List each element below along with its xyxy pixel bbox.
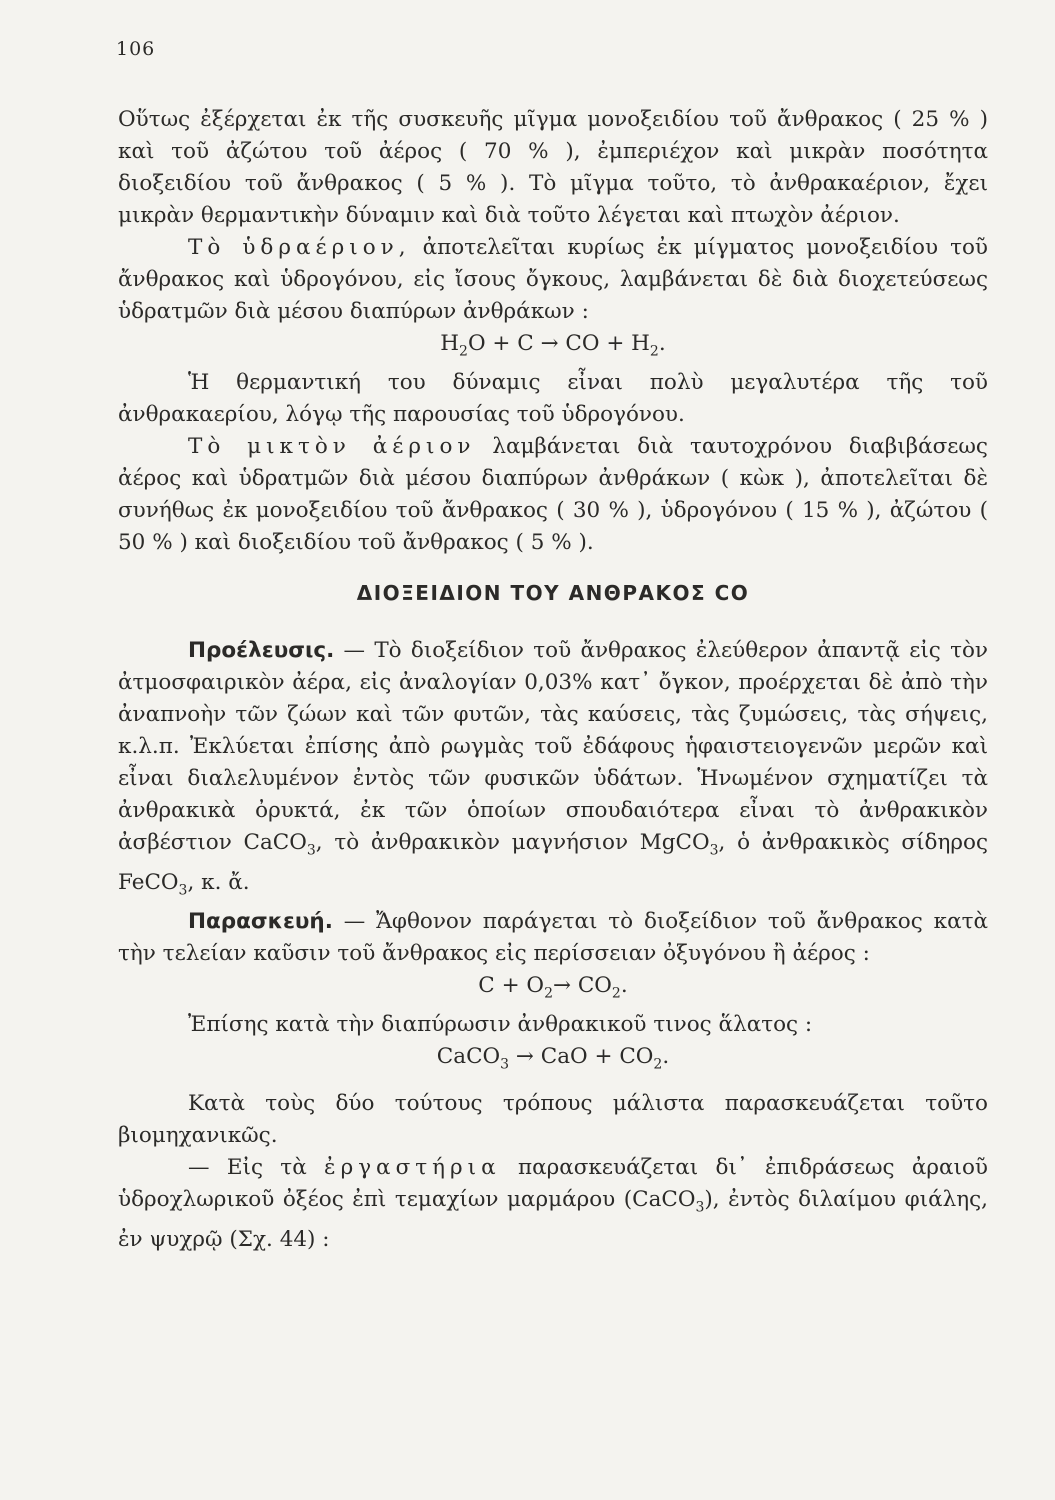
formula-subscript: 3 (709, 842, 719, 859)
preparation-text: — Ἄφθονον παράγεται τὸ διοξείδιον τοῦ ἄνθρακος κατὰ τὴν τελείαν καῦσιν τοῦ ἄνθρακος εἰς περίσσειαν ὀξυγόνου ἢ ἀέρος : (118, 908, 988, 966)
equation-part: . (662, 1044, 670, 1070)
intro-paragraph: Οὕτως ἐξέρχεται ἐκ τῆς συσκευῆς μῖγμα μονοξειδίου τοῦ ἄνθρακος ( 25 % ) καὶ τοῦ ἀζώτου τοῦ ἀέρος ( 70 % ), ἐμπεριέχον καὶ μικρὰν ποσότητα διοξειδίου τοῦ ἄνθρακος ( 5 % ). Τὸ μῖγμα τοῦτο, τὸ ἀνθρακαέριον, ἔχει μικρὰν θερμαντικὴν δύναμιν καὶ διὰ τοῦτο λέγεται καὶ πτωχὸν ἀέριον. (118, 107, 988, 228)
spacer (118, 1080, 988, 1088)
origin-paragraph (118, 635, 988, 906)
equation-part: → CO (552, 972, 612, 998)
laboratory-term: ἐργαστήρια (324, 1155, 501, 1181)
water-gas-equation (118, 328, 988, 367)
preparation-paragraph (118, 906, 988, 970)
origin-text: — Τὸ διοξείδιον τοῦ ἄνθρακος ἐλεύθερον ἀπαντᾷ εἰς τὸν ἀτμοσφαιρικὸν ἀέρα, εἰς ἀναλογίαν 0,03% κατ᾽ ὄγκον, προέρχεται δὲ ἀπὸ τὴν ἀναπνοὴν τῶν ζώων καὶ τῶν φυτῶν, τὰς καύσεις, τὰς ζυμώσεις, τὰς σήψεις, κ.λ.π. Ἐκλύεται ἐπίσης ἀπὸ ρωγμὰς τοῦ ἐδάφους ἡφαιστειογενῶν μερῶν καὶ εἶναι διαλελυμένον ἐντὸς τῶν φυσικῶν ὑδάτων. Ἡνωμένον σχηματίζει τὰ ἀνθρακικὰ ὀρυκτά, ἐκ τῶν ὁποίων σπουδαιότερα εἶναι τὸ ἀνθρακικὸν ἀσβέστιον CaCO (118, 638, 988, 856)
formula-subscript: 3 (178, 881, 188, 898)
origin-text: , κ. ἄ. (187, 869, 250, 895)
combustion-equation (118, 970, 988, 1009)
calcination-paragraph: Ἐπίσης κατὰ τὴν διαπύρωσιν ἀνθρακικοῦ τινος ἅλατος : (188, 1012, 813, 1038)
section-title: ΔΙΟΞΕΙΔΙΟΝ ΤΟΥ ΑΝΘΡΑΚΟΣ CO (356, 581, 750, 606)
mixed-gas-paragraph (118, 431, 988, 559)
laboratory-text: — Εἰς τὰ (188, 1155, 325, 1181)
origin-label: Προέλευσις. (188, 638, 335, 664)
equation-part: C + O (478, 972, 545, 998)
hydrogas-term: Τὸ ὑδραέριον, (188, 235, 411, 260)
mixed-gas-term: Τὸ μικτὸν ἀέριον (188, 434, 476, 460)
equation-part: . (658, 331, 666, 356)
industrial-paragraph: Κατὰ τοὺς δύο τούτους τρόπους μάλιστα παρασκευάζεται τοῦτο βιομηχανικῶς. (118, 1091, 988, 1149)
equation-subscript: 2 (649, 343, 659, 360)
equation-subscript: 2 (611, 985, 621, 1002)
preparation-label: Παρασκευή. (188, 908, 333, 934)
formula-subscript: 3 (306, 842, 316, 859)
page-number: 106 (116, 38, 156, 60)
page-text (118, 104, 988, 1256)
equation-subscript: 3 (500, 1056, 510, 1073)
hydrogas-heating-paragraph: Ἡ θερμαντική του δύναμις εἶναι πολὺ μεγαλυτέρα τῆς τοῦ ἀνθρακαερίου, λόγῳ τῆς παρουσίας τοῦ ὑδρογόνου. (118, 370, 988, 428)
hydrogas-paragraph (118, 232, 988, 328)
origin-text: , τὸ ἀνθρακικὸν μαγνήσιον MgCO (315, 830, 710, 856)
equation-subscript: 2 (459, 343, 468, 360)
formula-subscript: 3 (695, 1199, 705, 1216)
equation-part: → CaO + CO (509, 1044, 654, 1070)
laboratory-text: παρασκευάζεται δι᾽ ἐπιδράσεως ἀραιοῦ ὑδροχλωρικοῦ ὀξέος ἐπὶ τεμαχίων μαρμάρου (CaCO (118, 1155, 988, 1213)
equation-part: O + C → CO + H (467, 331, 650, 356)
equation-part: CaCO (436, 1044, 501, 1070)
equation-part: H (440, 331, 460, 356)
calcination-equation (118, 1041, 988, 1080)
hydrogas-text: ἀποτελεῖται κυρίως ἐκ μίγματος μονοξειδίου τοῦ ἄνθρακος καὶ ὑδρογόνου, εἰς ἴσους ὄγκους, λαμβάνεται δὲ διὰ διοχετεύσεως ὑδρατμῶν διὰ μέσου διαπύρων ἀνθράκων : (118, 235, 988, 324)
equation-subscript: 2 (653, 1056, 663, 1073)
origin-text: , ὁ ἀνθρακικὸς σίδηρος FeCO (118, 830, 988, 895)
equation-subscript: 2 (544, 985, 553, 1002)
mixed-gas-text: λαμβάνεται διὰ ταυτοχρόνου διαβιβάσεως ἀέρος καὶ ὑδρατμῶν διὰ μέσου διαπύρων ἀνθράκων ( κὼκ ), ἀποτελεῖται δὲ συνήθως ἐκ μονοξειδίου τοῦ ἄνθρακος ( 30 % ), ὑδρογόνου ( 15 % ), ἀζώτου ( 50 % ) καὶ διοξειδίου τοῦ ἄνθρακος ( 5 % ). (118, 434, 988, 556)
laboratory-text: ), ἐντὸς διλαίμου φιάλης, ἐν ψυχρῷ (Σχ. 44) : (118, 1187, 989, 1252)
equation-part: . (620, 972, 628, 998)
laboratory-paragraph (118, 1152, 988, 1255)
